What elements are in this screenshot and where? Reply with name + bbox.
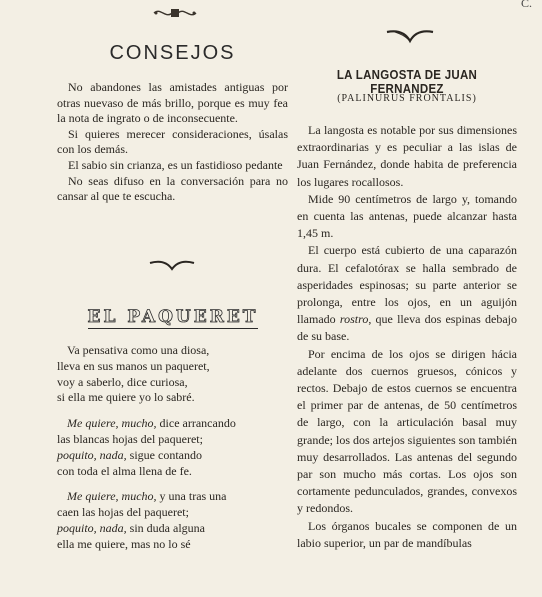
poem-stanza	[57, 489, 288, 552]
article-paragraph: El cuerpo está cubierto de una caparazón dura. El cefalotórax se halla sembrado de asperidades espinosas; su parte anterior se prolonga, entre los ojos, en un aguijón llamado rostro, que lleva dos espinas debajo de su base.	[297, 243, 517, 344]
scroll-ornament-icon	[152, 6, 198, 20]
poem-line: caen las hojas del paqueret;	[57, 505, 189, 520]
swash-ornament-icon	[385, 28, 435, 44]
poem-line: Me quiere, mucho, dice arrancando	[67, 416, 236, 431]
consejos-paragraph: No seas difuso en la conversación para no cansar al que te escucha.	[57, 173, 288, 204]
poem-line: las blancas hojas del paqueret;	[57, 431, 203, 446]
consejos-body	[57, 80, 288, 205]
paqueret-heading	[62, 307, 284, 327]
article-paragraph: Por encima de los ojos se dirigen hácia adelante dos cuernos gruesos, cónicos y rectos. Debajo de estos cuernos se encuentra el primer par de antenas, de 50 centímetros de largo, con la articulación basal muy grande; los dos artejos siguientes son también muy desarrollados. Las antenas del segundo par son mucho más cortas. Los ojos son cortamente pedunculados, grandes, convexos y redondos.	[297, 346, 517, 516]
article-paragraph: Los órganos bucales se componen de un labio superior, un par de mandíbulas	[297, 518, 517, 550]
paqueret-heading-text: EL PAQUERET	[87, 307, 259, 327]
poem-stanza	[57, 343, 288, 406]
consejos-heading: CONSEJOS	[109, 42, 236, 64]
poem-line: si ella me quiere yo lo sabré.	[57, 390, 195, 405]
consejos-paragraph: No abandones las amistades antiguas por otras nuevaso de más brillo, porque es muy fea la nota de ingrato o de inconsecuente.	[57, 80, 288, 126]
paqueret-poem	[57, 343, 288, 563]
poem-line: Me quiere, mucho, y una tras una	[67, 489, 227, 504]
article-paragraph: La langosta es notable por sus dimensiones extraordinarias y es peculiar a las islas de Juan Fernández, donde habita de preferencia los lugares rocallosos.	[297, 123, 517, 189]
poem-line: poquito, nada, sin duda alguna	[57, 520, 205, 535]
langosta-heading: LA LANGOSTA DE JUAN FERNANDEZ	[336, 68, 478, 96]
poem-stanza	[57, 416, 288, 479]
poem-line: Va pensativa como una diosa,	[67, 343, 210, 357]
poem-line: voy a saberlo, dice curiosa,	[57, 374, 188, 389]
article-paragraph: Mide 90 centímetros de largo y, tomando en cuenta las antenas, puede alcanzar hasta 1,45 m.	[297, 191, 517, 241]
poem-line: con toda el alma llena de fe.	[57, 463, 192, 478]
consejos-paragraph: Si quieres merecer consideraciones, úsalas con los demás.	[57, 126, 288, 157]
poem-line: lleva en sus manos un paqueret,	[57, 358, 210, 373]
langosta-subtitle: (PALINURUS FRONTALIS)	[337, 93, 477, 104]
corner-mark: C.	[520, 0, 532, 10]
poem-line: ella me quiere, mas no lo sé	[57, 536, 191, 551]
consejos-paragraph: El sabio sin crianza, es un fastidioso pedante	[68, 157, 283, 172]
poem-line: poquito, nada, sigue contando	[57, 447, 202, 462]
langosta-article	[297, 122, 517, 552]
swash-ornament-icon	[148, 258, 196, 272]
